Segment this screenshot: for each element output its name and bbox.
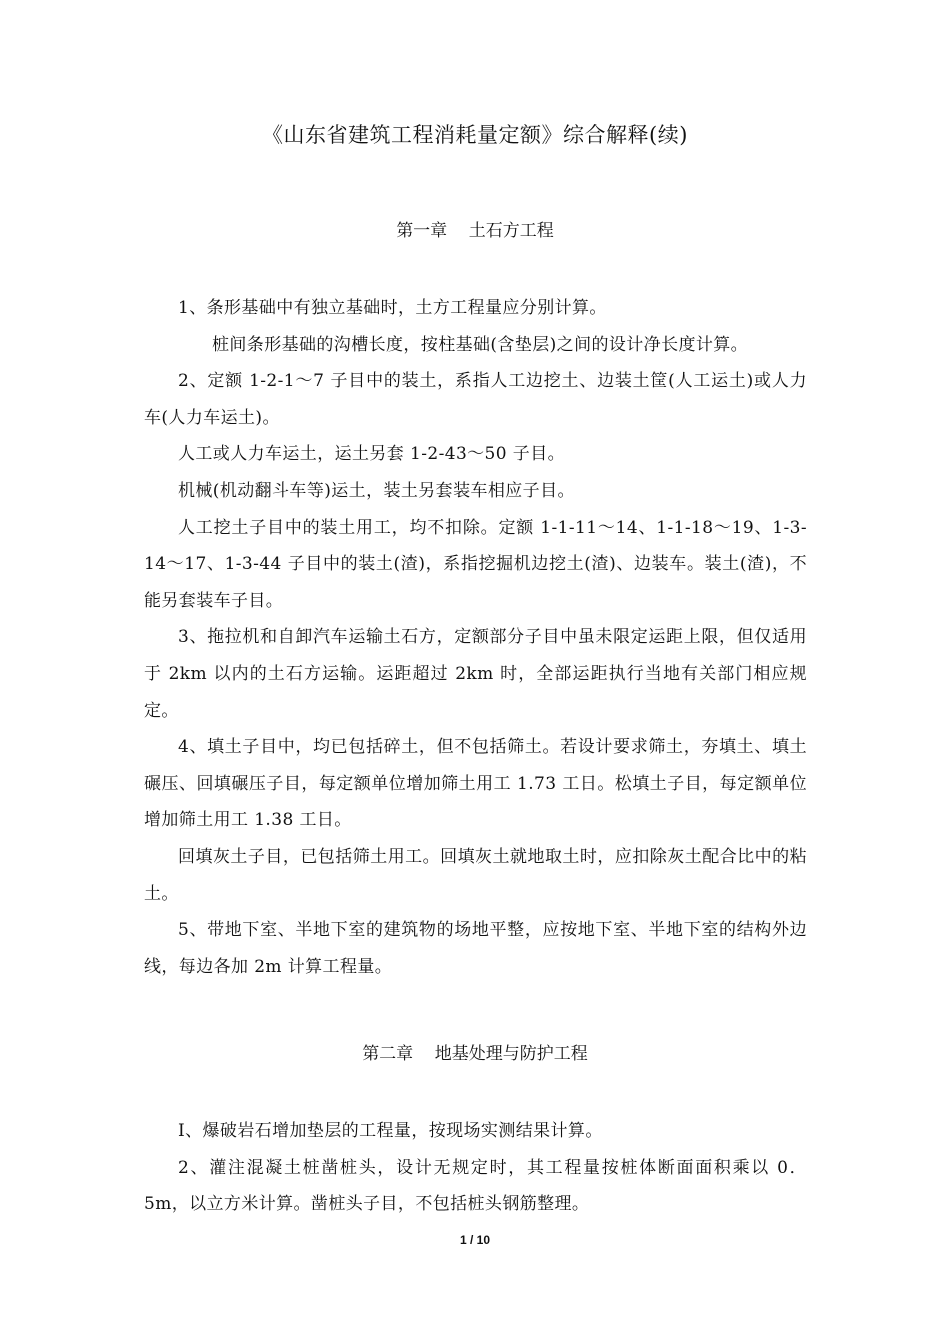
paragraph: 3、拖拉机和自卸汽车运输土石方，定额部分子目中虽未限定运距上限，但仅适用于 2km 以内的土石方运输。运距超过 2km 时，全部运距执行当地有关部门相应规定。 [144,627,807,721]
chapter-2-heading: 第二章 地基处理与防护工程 [362,1044,588,1064]
paragraph: 桩间条形基础的沟槽长度，按柱基础(含垫层)之间的设计净长度计算。 [212,334,749,355]
paragraph: 1、条形基础中有独立基础时，土方工程量应分别计算。 [178,298,607,318]
paragraph: 回填灰土子目，已包括筛土用工。回填灰土就地取土时，应扣除灰土配合比中的粘土。 [144,846,807,904]
chapter-1-heading: 第一章 土石方工程 [396,221,554,241]
paragraph: 4、填土子目中，均已包括碎土，但不包括筛土。若设计要求筛土，夯填土、填土碾压、回填碾压子目，每定额单位增加筛土用工 1.73 工日。松填土子目，每定额单位增加筛土用工 1.38 工日。 [144,737,807,831]
paragraph: I、爆破岩石增加垫层的工程量，按现场实测结果计算。 [178,1121,603,1141]
paragraph: 人工或人力车运土，运土另套 1-2-43～50 子目。 [178,444,565,465]
paragraph: 机械(机动翻斗车等)运土，装土另套装车相应子目。 [178,480,575,501]
paragraph: 2、定额 1-2-1～7 子目中的装土，系指人工边挖土、边装土筐(人工运土)或人力车(人力车运土)。 [144,371,807,428]
page-number: 1 / 10 [459,1233,491,1247]
document-title: 《山东省建筑工程消耗量定额》综合解释(续) [262,123,688,147]
chapter-1-body [144,290,807,985]
chapter-2-body [144,1113,807,1223]
paragraph: 人工挖土子目中的装土用工，均不扣除。定额 1-1-11～14、1-1-18～19、1-3-14～17、1-3-44 子目中的装土(渣)，系指挖掘机边挖土(渣)、边装车。装土(渣)，不能另套装车子目。 [144,517,807,611]
paragraph: 2、灌注混凝土桩凿桩头，设计无规定时，其工程量按桩体断面面积乘以 0．5m，以立方米计算。凿桩头子目，不包括桩头钢筋整理。 [144,1157,807,1215]
paragraph: 5、带地下室、半地下室的建筑物的场地平整，应按地下室、半地下室的结构外边线，每边各加 2m 计算工程量。 [144,920,807,977]
